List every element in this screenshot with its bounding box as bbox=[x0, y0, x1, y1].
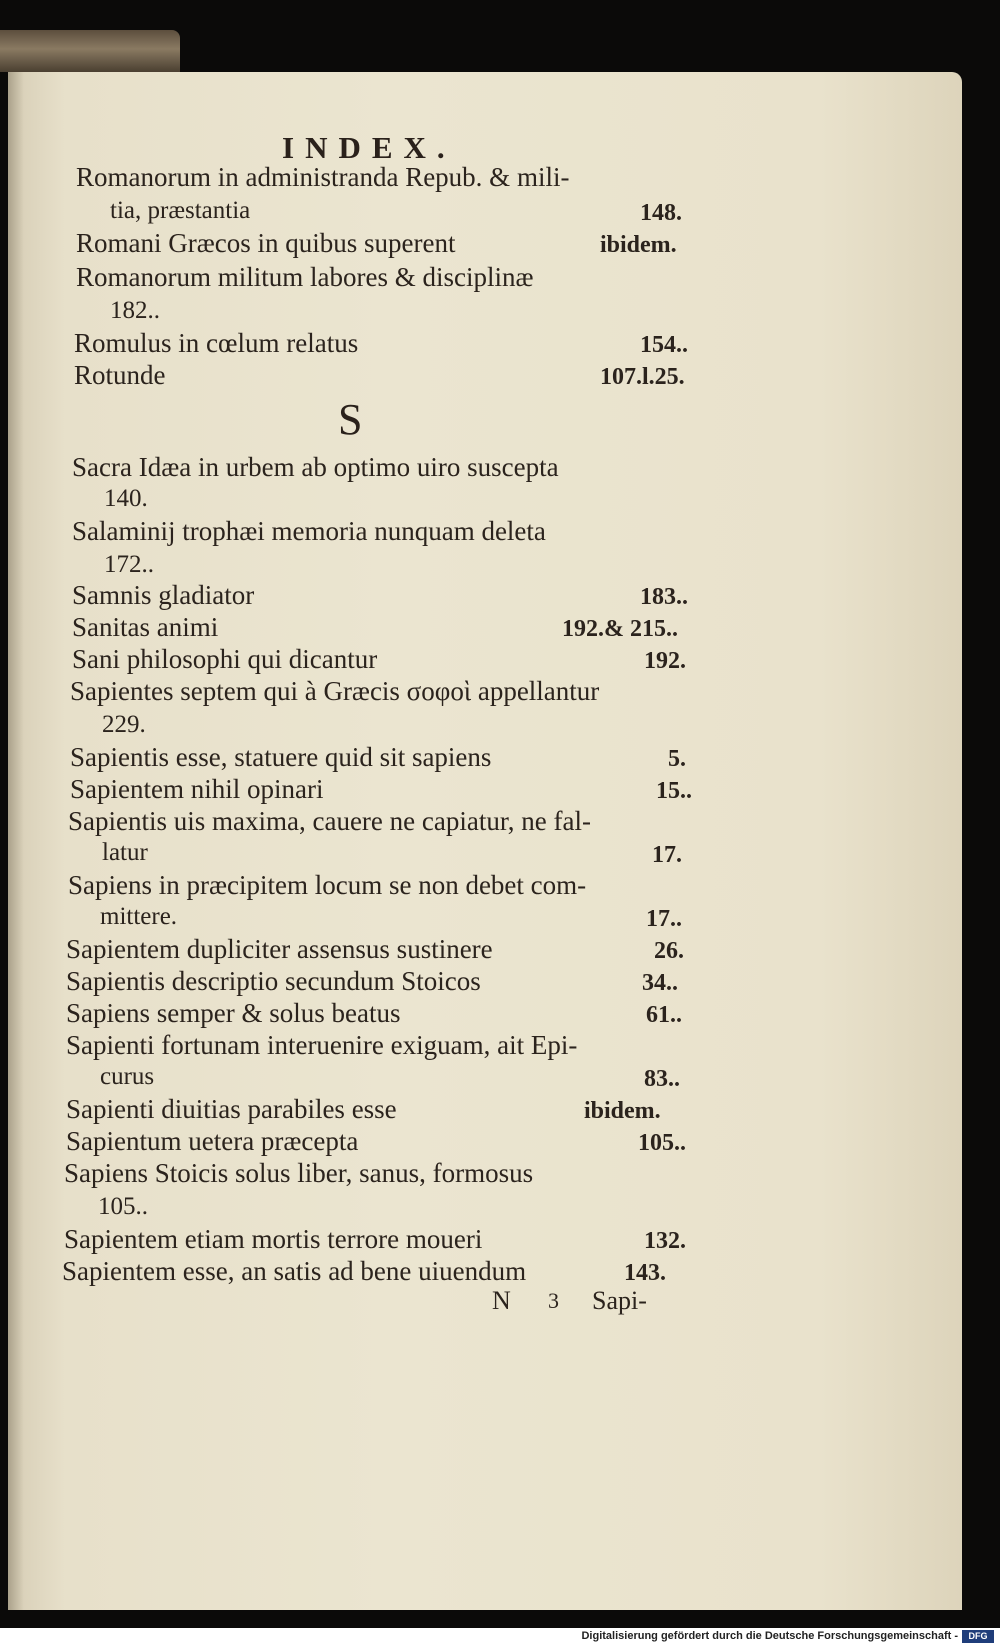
index-entry-page-ref: 148. bbox=[640, 200, 682, 226]
index-entry-text: Romani Græcos in quibus superent bbox=[76, 228, 456, 258]
index-entry-text: Romanorum militum labores & disciplinæ bbox=[76, 262, 534, 292]
index-entry-text: Sapientem esse, an satis ad bene uiuendum bbox=[62, 1256, 527, 1286]
index-entry-page-ref: 17.. bbox=[646, 906, 682, 932]
index-entry-page-ref: 34.. bbox=[642, 970, 678, 996]
index-entry-text: 182.. bbox=[110, 297, 160, 324]
index-entry-text: Sapienti diuitias parabiles esse bbox=[66, 1094, 397, 1124]
index-entry-page-ref: 83.. bbox=[644, 1066, 680, 1092]
index-entry-text: Sapientem dupliciter assensus sustinere bbox=[66, 934, 493, 964]
index-entry-page-ref: 154.. bbox=[640, 332, 688, 358]
index-entry-text: Rotunde bbox=[74, 360, 166, 390]
catchword: Sapi- bbox=[592, 1286, 647, 1315]
index-entry-text: tia, præstantia bbox=[110, 197, 251, 224]
index-entry-text: 105.. bbox=[98, 1193, 148, 1220]
index-entry-page-ref: 5. bbox=[668, 746, 686, 772]
index-entry-page-ref: 183.. bbox=[640, 584, 688, 610]
index-entry-text: mittere. bbox=[100, 903, 178, 930]
index-entry-text: Sapientis esse, statuere quid sit sapiens bbox=[70, 742, 492, 772]
index-entry-text: Samnis gladiator bbox=[72, 580, 255, 610]
index-entry-page-ref: 26. bbox=[654, 938, 684, 964]
index-entry-page-ref: ibidem. bbox=[584, 1098, 661, 1124]
index-entry-page-ref: 192.& 215.. bbox=[562, 616, 678, 642]
index-entry-text: Romulus in cœlum relatus bbox=[74, 328, 359, 358]
index-entry-page-ref: 17. bbox=[652, 842, 682, 868]
index-entry-text: Sani philosophi qui dicantur bbox=[72, 644, 378, 674]
index-entry-page-ref: ibidem. bbox=[600, 232, 677, 258]
section-letter: S bbox=[338, 395, 363, 444]
index-entry-text: Sapientis descriptio secundum Stoicos bbox=[66, 966, 481, 996]
index-entry-text: Sapienti fortunam interuenire exiguam, ait Epi- bbox=[66, 1030, 578, 1060]
signature-number: 3 bbox=[548, 1288, 559, 1313]
running-head: INDEX. bbox=[282, 130, 456, 165]
index-entry-page-ref: 107.l.25. bbox=[600, 364, 685, 390]
index-entry-page-ref: 61.. bbox=[646, 1002, 682, 1028]
index-entry-text: curus bbox=[100, 1063, 155, 1090]
index-entry-text: Romanorum in administranda Repub. & mili- bbox=[76, 162, 570, 192]
index-entry-text: Sanitas animi bbox=[72, 612, 219, 642]
index-entry-page-ref: 15.. bbox=[656, 778, 692, 804]
footer-credit: Digitalisierung gefördert durch die Deutsche Forschungsgemeinschaft - bbox=[581, 1630, 958, 1642]
index-entry-text: Sapiens semper & solus beatus bbox=[66, 998, 401, 1028]
index-entry-text: 140. bbox=[104, 485, 148, 512]
index-entry-text: Sapiens in præcipitem locum se non debet com- bbox=[68, 870, 587, 900]
index-entry-text: 172.. bbox=[104, 551, 154, 578]
index-entry-page-ref: 105.. bbox=[638, 1130, 686, 1156]
index-entry-page-ref: 143. bbox=[624, 1260, 666, 1286]
index-entry-text: Sapientes septem qui à Græcis σοφοὶ appellantur bbox=[70, 676, 600, 706]
index-entry-page-ref: 132. bbox=[644, 1228, 686, 1254]
index-entry-text: Sapientem etiam mortis terrore moueri bbox=[64, 1224, 483, 1254]
index-entry-text: Sapientem nihil opinari bbox=[70, 774, 324, 804]
index-entry-text: latur bbox=[102, 839, 148, 866]
index-entry-text: Sapientis uis maxima, cauere ne capiatur, ne fal- bbox=[68, 806, 591, 836]
signature-mark: N bbox=[492, 1286, 511, 1315]
index-entry-text: Sapiens Stoicis solus liber, sanus, formosus bbox=[64, 1158, 534, 1188]
index-entry-text: Sacra Idæa in urbem ab optimo uiro suscepta bbox=[72, 452, 559, 482]
index-entry-text: 229. bbox=[102, 711, 146, 738]
index-entry-page-ref: 192. bbox=[644, 648, 686, 674]
index-entry-text: Salaminij trophæi memoria nunquam deleta bbox=[72, 516, 546, 546]
dfg-logo: DFG bbox=[962, 1630, 994, 1643]
index-entry-text: Sapientum uetera præcepta bbox=[66, 1126, 359, 1156]
